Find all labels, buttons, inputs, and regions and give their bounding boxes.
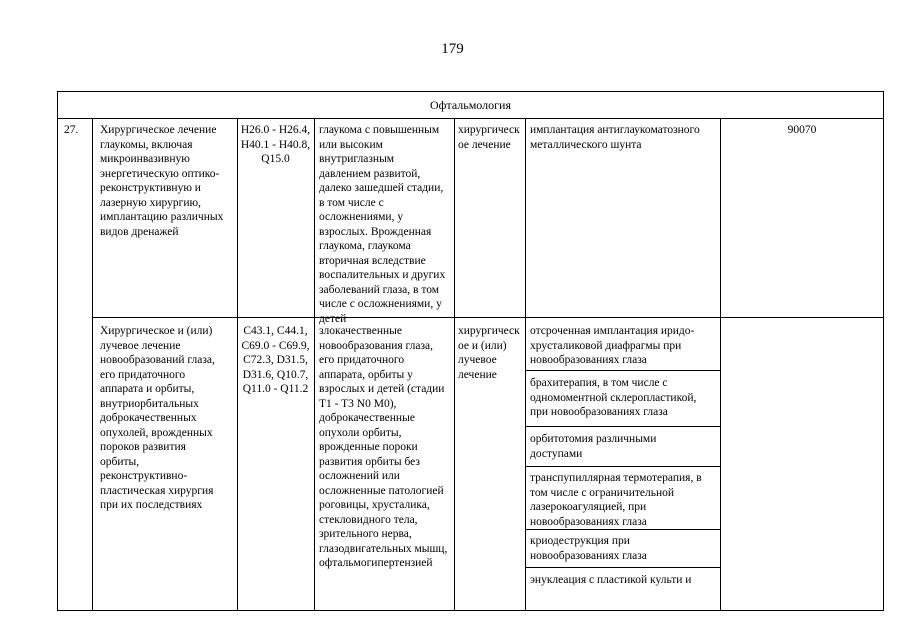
group1-treatment-type: хирургическ ое лечение [458,124,520,151]
col-divider-methods [720,119,721,610]
group2-name: Хирургическое и (или) лучевое лечение новообразований глаза, его придаточного аппарата и орбиты, внутриорбитальных доброкачественных опухолей, врожденных пороков развития орбиты, реконструктивно- пластическая хирургия при их последствиях [100,325,215,511]
col-divider-patient-model [454,119,455,610]
group2-patient-model: злокачественные новообразования глаза, его придаточного аппарата, орбиты у взрослых и детей (стадии T1 - T3 N0 M0), доброкачественные опухоли орбиты, врожденные пороки развития орбиты без осложнений или осложненные патологией роговицы, хрусталика, стекловидного тела, зрительного нерва, глазодвигательных мышц, офтальмогипертензией [319,325,448,569]
method-divider-4 [525,529,720,530]
group2-method-4: транспупиллярная термотерапия, в том числе с ограничительной лазерокоагуляцией, при новообразованиях глаза [530,472,702,528]
group1-name: Хирургическое лечение глаукомы, включая микроинвазивную энергетическую оптико- реконструктивную и лазерную хирургию, имплантацию различных видов дренажей [100,124,224,238]
col-divider-treatment-type [525,119,526,610]
col-divider-number [92,119,93,610]
group2-method-2: брахитерапия, в том числе с одномоментной склеропластикой, при новообразованиях глаза [530,377,697,418]
method-divider-5 [525,567,720,568]
method-divider-2 [525,426,720,427]
group2-treatment-type: хирургическ ое и (или) лучевое лечение [458,325,520,381]
group2-method-3: орбитотомия различными доступами [530,433,657,460]
row-number: 27. [64,124,79,136]
group2-method-5: криодеструкция при новообразованиях глаза [530,535,647,562]
section-title: Офтальмология [58,92,883,119]
page-number: 179 [441,41,464,57]
group2-method-6: энуклеация с пластикой культи и [530,574,692,586]
group2-codes: C43.1, C44.1, C69.0 - C69.9, C72.3, D31.5, D31.6, Q10.7, Q11.0 - Q11.2 [241,325,310,395]
medical-services-table [57,91,884,611]
group2-method-1: отсроченная имплантация иридо- хрусталиковой диафрагмы при новообразованиях глаза [530,325,695,366]
group1-codes: H26.0 - H26.4, H40.1 - H40.8, Q15.0 [240,124,311,165]
method-divider-3 [525,466,720,467]
group1-method: имплантация антиглаукоматозного металлического шунта [530,124,700,151]
method-divider-1 [525,370,720,371]
row-divider-groups [92,317,883,318]
group1-patient-model: глаукома с повышенным или высоким внутриглазным давлением развитой, далеко зашедшей стадии, в том числе с осложнениями, у взрослых. Врожденная глаукома, глаукома вторичная вследствие воспалительных и других заболеваний глаза, в том числе с осложнениями, у детей [319,124,446,325]
col-divider-codes [314,119,315,610]
tariff: 90070 [787,124,817,136]
